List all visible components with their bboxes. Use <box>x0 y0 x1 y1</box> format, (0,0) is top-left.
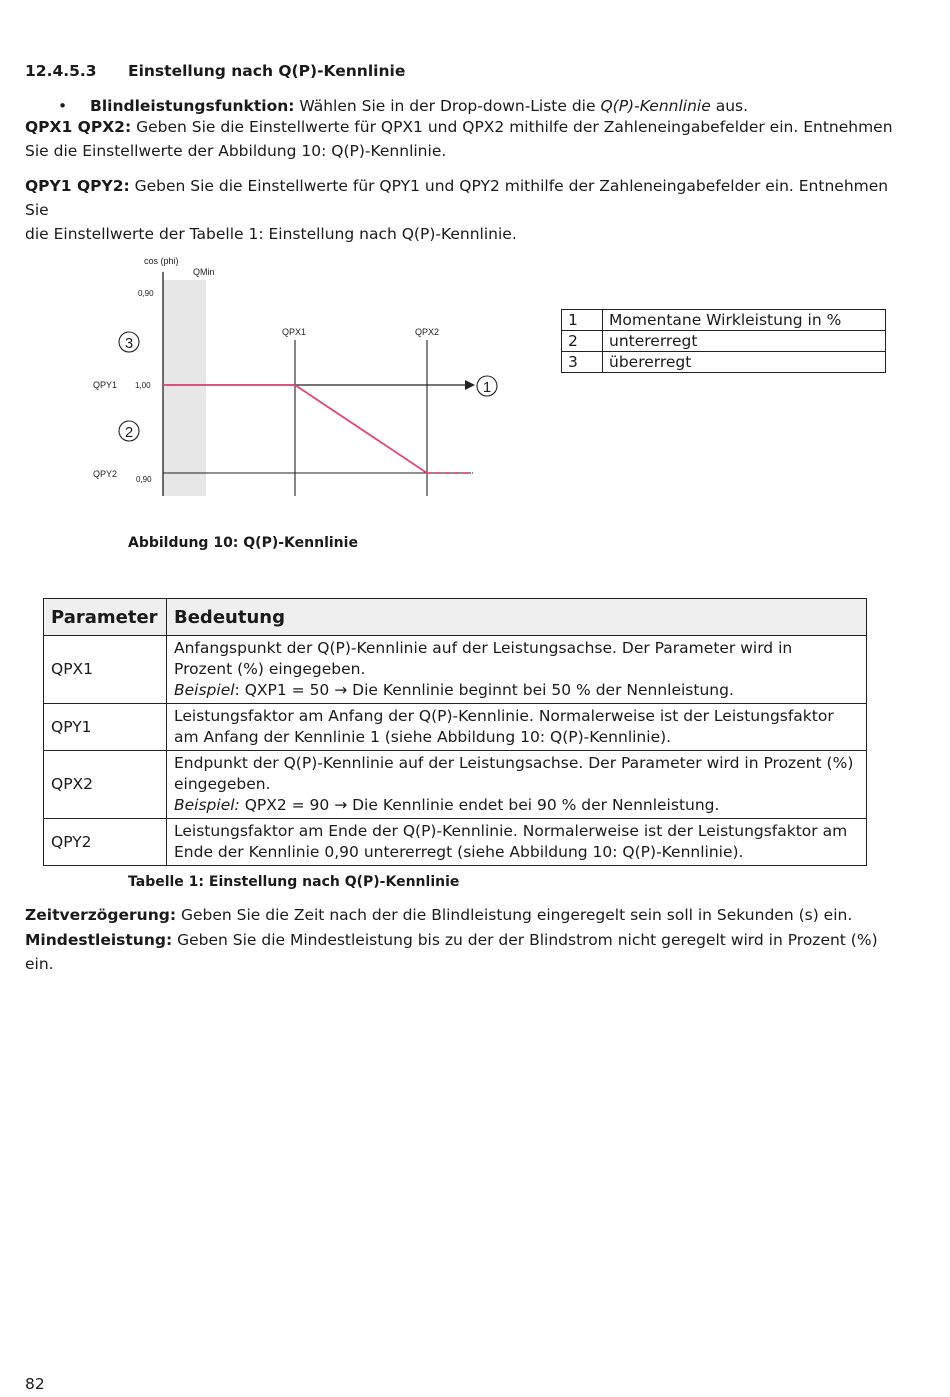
param-cell: QPY2 <box>44 819 167 866</box>
tick-mid: 1,00 <box>135 381 151 390</box>
table-caption: Tabelle 1: Einstellung nach Q(P)-Kennlinie <box>128 874 460 890</box>
bullet-italic: Q(P)-Kennlinie <box>600 97 711 115</box>
legend-text: übererregt <box>603 352 886 373</box>
paragraph-minpower <box>25 928 905 976</box>
meaning-line: Anfangspunkt der Q(P)-Kennlinie auf der Leistungsachse. Der Parameter wird in <box>174 639 793 657</box>
qmin-band <box>163 280 206 496</box>
table-row <box>44 704 867 751</box>
meaning-line: am Anfang der Kennlinie 1 (siehe Abbildung 10: Q(P)-Kennlinie). <box>174 728 672 746</box>
meaning-line: Ende der Kennlinie 0,90 untererregt (siehe Abbildung 10: Q(P)-Kennlinie). <box>174 843 744 861</box>
meaning-cell <box>167 704 867 751</box>
tick-top: 0,90 <box>138 289 154 298</box>
diagram-legend <box>561 309 886 373</box>
legend-num: 3 <box>562 352 603 373</box>
delay-label: Zeitverzögerung: <box>25 906 177 924</box>
legend-num: 2 <box>562 331 603 352</box>
qpy2-label: QPY2 <box>93 469 118 479</box>
qpx-line1: Geben Sie die Einstellwerte für QPX1 und QPX2 mithilfe der Zahleneingabefelder ein. Entnehmen <box>131 118 893 136</box>
meaning-line: eingegeben. <box>174 775 271 793</box>
marker-2: 2 <box>124 424 134 441</box>
section-title: Einstellung nach Q(P)-Kennlinie <box>128 62 406 80</box>
meaning-cell <box>167 751 867 819</box>
marker-3: 3 <box>124 335 134 352</box>
minpower-text: Geben Sie die Mindestleistung bis zu der der Blindstrom nicht geregelt wird in Prozent (%) ein. <box>25 931 878 973</box>
legend-text: Momentane Wirkleistung in % <box>603 310 886 331</box>
qpx-line2: Sie die Einstellwerte der Abbildung 10: Q(P)-Kennlinie. <box>25 142 447 160</box>
paragraph-qpx <box>25 115 905 163</box>
param-cell: QPX1 <box>44 636 167 704</box>
qpx2-label: QPX2 <box>415 327 440 337</box>
legend-row <box>562 352 886 373</box>
delay-text: Geben Sie die Zeit nach der die Blindleistung eingeregelt sein soll in Sekunden (s) ein. <box>176 906 853 924</box>
qpy-line2: die Einstellwerte der Tabelle 1: Einstellung nach Q(P)-Kennlinie. <box>25 225 517 243</box>
figure-caption: Abbildung 10: Q(P)-Kennlinie <box>128 535 358 551</box>
paragraph-qpy <box>25 174 905 246</box>
meaning-line: Leistungsfaktor am Ende der Q(P)-Kennlinie. Normalerweise ist der Leistungsfaktor am <box>174 822 848 840</box>
qpx-label: QPX1 QPX2: <box>25 118 132 136</box>
table-row <box>44 819 867 866</box>
meaning-cell <box>167 636 867 704</box>
bullet-dot: • <box>58 97 68 115</box>
param-cell: QPY1 <box>44 704 167 751</box>
qpy1-label: QPY1 <box>93 380 118 390</box>
x-axis-arrow <box>465 380 475 390</box>
meaning-line: Prozent (%) eingegeben. <box>174 660 366 678</box>
bullet-text-after: aus. <box>710 97 749 115</box>
example-label: Beispiel <box>174 681 235 699</box>
qpx1-label: QPX1 <box>282 327 307 337</box>
section-number: 12.4.5.3 <box>25 62 97 80</box>
meaning-line: Endpunkt der Q(P)-Kennlinie auf der Leistungsachse. Der Parameter wird in Prozent (%) <box>174 754 854 772</box>
minpower-label: Mindestleistung: <box>25 931 173 949</box>
param-cell: QPX2 <box>44 751 167 819</box>
header-meaning: Bedeutung <box>167 599 867 636</box>
qpy-line1: Geben Sie die Einstellwerte für QPY1 und QPY2 mithilfe der Zahleneingabefelder ein. Entnehmen Sie <box>25 177 889 219</box>
page-number: 82 <box>25 1375 45 1393</box>
meaning-line: Leistungsfaktor am Anfang der Q(P)-Kennlinie. Normalerweise ist der Leistungsfaktor <box>174 707 834 725</box>
bullet-label: Blindleistungsfunktion: <box>90 97 295 115</box>
marker-1: 1 <box>482 379 492 396</box>
y-axis-label: cos (phi) <box>144 256 179 266</box>
example-text: : QXP1 = 50 → Die Kennlinie beginnt bei 50 % der Nennleistung. <box>234 681 734 699</box>
parameter-table <box>43 598 867 866</box>
legend-row <box>562 310 886 331</box>
meaning-cell <box>167 819 867 866</box>
legend-row <box>562 331 886 352</box>
bullet-text-before: Wählen Sie in der Drop-down-Liste die <box>294 97 601 115</box>
example-label: Beispiel: <box>174 796 240 814</box>
paragraph-delay <box>25 903 905 927</box>
table-row <box>44 636 867 704</box>
table-row <box>44 751 867 819</box>
qpy-label: QPY1 QPY2: <box>25 177 130 195</box>
curve-slope-segment <box>295 385 427 473</box>
example-text: QPX2 = 90 → Die Kennlinie endet bei 90 % der Nennleistung. <box>239 796 720 814</box>
legend-num: 1 <box>562 310 603 331</box>
header-parameter: Parameter <box>44 599 167 636</box>
table-header-row <box>44 599 867 636</box>
qmin-label: QMin <box>193 267 215 277</box>
tick-bottom: 0,90 <box>136 475 152 484</box>
legend-text: untererregt <box>603 331 886 352</box>
qp-characteristic-diagram <box>85 250 525 505</box>
